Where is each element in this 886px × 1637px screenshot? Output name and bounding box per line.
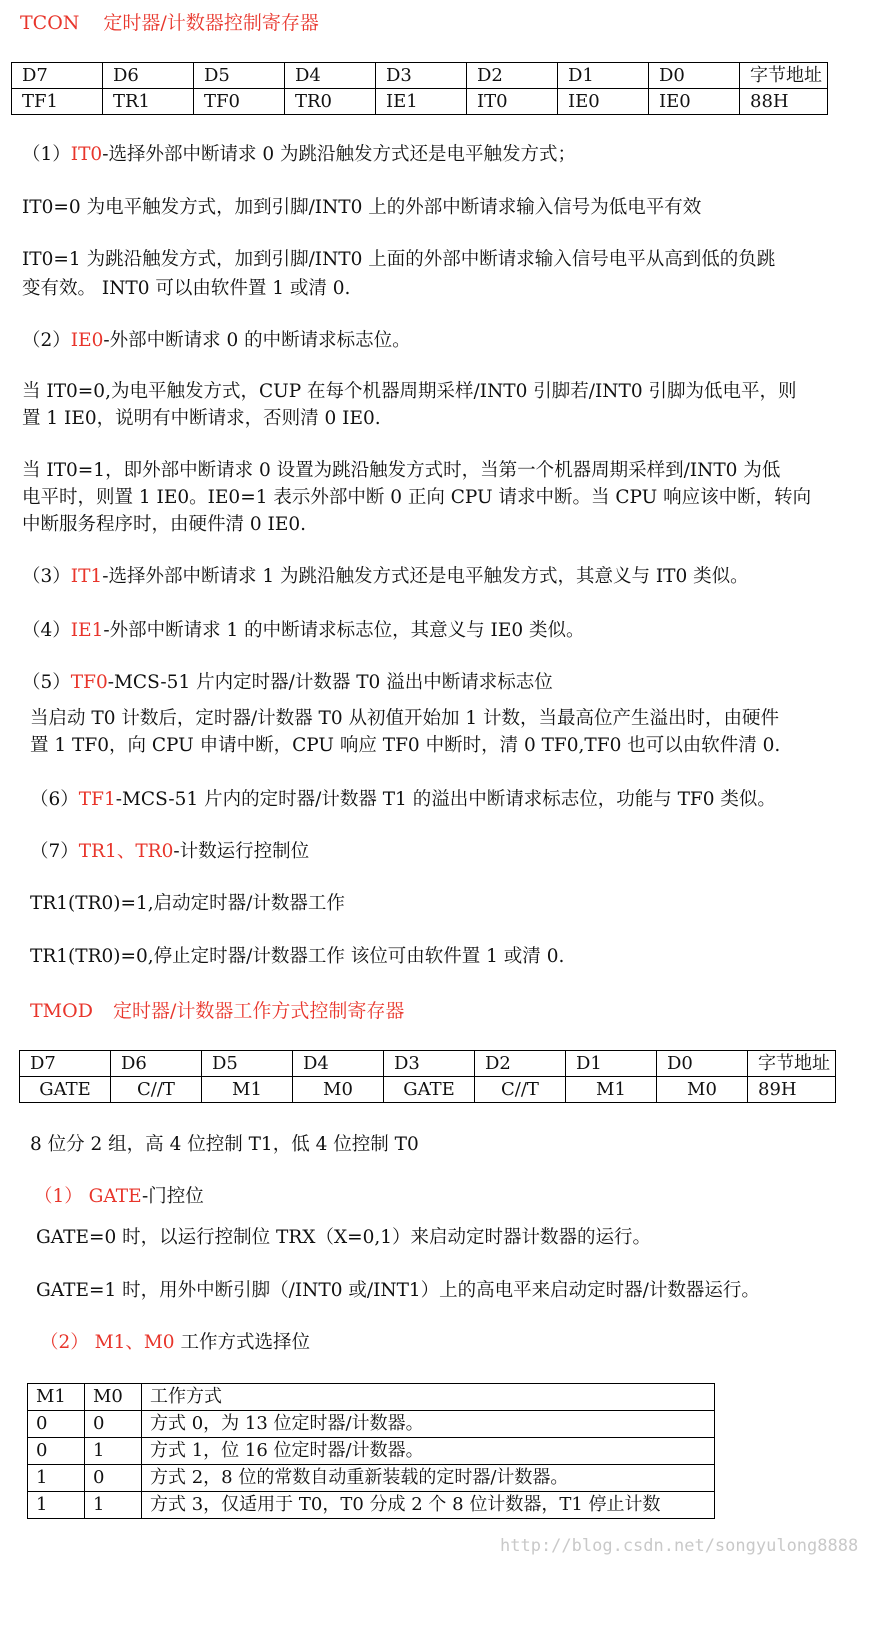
item-tf0 xyxy=(22,669,553,697)
header-cell: D1 xyxy=(566,1051,657,1077)
header-cell: D7 xyxy=(12,63,103,89)
header-cell: M1 xyxy=(28,1384,85,1411)
header-cell: D3 xyxy=(384,1051,475,1077)
header-cell: D4 xyxy=(293,1051,384,1077)
header-cell: D5 xyxy=(202,1051,293,1077)
tcon-title-name: 定时器/计数器控制寄存器 xyxy=(103,12,319,34)
table-row xyxy=(28,1438,715,1465)
item-number: （4） xyxy=(22,620,71,641)
table-row xyxy=(28,1411,715,1438)
bit-cell: M1 xyxy=(202,1077,293,1103)
item-term: IT0 xyxy=(70,144,103,165)
item-mode-bits xyxy=(40,1329,310,1357)
table-header-row xyxy=(12,63,828,89)
table-row xyxy=(12,89,828,115)
bit-cell: M0 xyxy=(657,1077,748,1103)
header-cell: D0 xyxy=(649,63,740,89)
paragraph-gate1: GATE=1 时，用外中断引脚（/INT0 或/INT1）上的高电平来启动定时器/计数器运行。 xyxy=(36,1280,760,1301)
bit-cell: 88H xyxy=(740,89,828,115)
item-number: （7） xyxy=(30,841,79,862)
mode-m0-cell: 1 xyxy=(85,1438,142,1465)
item-number: （2） xyxy=(40,1332,95,1353)
paragraph-tr-start: TR1(TR0)=1,启动定时器/计数器工作 xyxy=(30,893,345,914)
mode-m1-cell: 0 xyxy=(28,1438,85,1465)
paragraph-ie0-level-line2: 置 1 IE0，说明有中断请求，否则清 0 IE0. xyxy=(22,408,381,429)
tcon-title-code: TCON xyxy=(20,12,80,34)
table-row xyxy=(28,1465,715,1492)
item-text: -MCS-51 片内定时器/计数器 T0 溢出中断请求标志位 xyxy=(107,672,553,693)
item-text: -门控位 xyxy=(141,1186,204,1207)
header-cell: D6 xyxy=(103,63,194,89)
tmod-title-name: 定时器/计数器工作方式控制寄存器 xyxy=(112,1000,405,1022)
item-number: （5） xyxy=(22,672,71,693)
header-cell: M0 xyxy=(85,1384,142,1411)
item-ie1 xyxy=(22,617,585,645)
paragraph-tf0-line1: 当启动 T0 计数后，定时器/计数器 T0 从初值开始加 1 计数，当最高位产生溢出时，由硬件 xyxy=(30,708,780,729)
paragraph-ie0-edge-line1: 当 IT0=1，即外部中断请求 0 设置为跳沿触发方式时，当第一个机器周期采样到/INT0 为低 xyxy=(22,460,781,481)
header-cell: D2 xyxy=(467,63,558,89)
bit-cell: C//T xyxy=(111,1077,202,1103)
paragraph-gate0: GATE=0 时，以运行控制位 TRX（X=0,1）来启动定时器计数器的运行。 xyxy=(36,1227,652,1248)
header-cell: D3 xyxy=(376,63,467,89)
paragraph-it0-edge-line1: IT0=1 为跳沿触发方式，加到引脚/INT0 上面的外部中断请求输入信号电平从高到低的负跳 xyxy=(22,249,776,270)
header-cell: D1 xyxy=(558,63,649,89)
item-text: -选择外部中断请求 0 为跳沿触发方式还是电平触发方式； xyxy=(102,144,576,165)
paragraph-tmod-groups: 8 位分 2 组，高 4 位控制 T1，低 4 位控制 T0 xyxy=(30,1134,419,1155)
paragraph-ie0-edge-line2: 电平时，则置 1 IE0。IE0=1 表示外部中断 0 正向 CPU 请求中断。当 CPU 响应该中断，转向 xyxy=(22,487,812,508)
header-cell: D2 xyxy=(475,1051,566,1077)
tmod-title xyxy=(30,996,404,1023)
item-term: IT1 xyxy=(70,566,103,587)
watermark: http://blog.csdn.net/songyulong8888 xyxy=(500,1536,859,1556)
header-cell: 工作方式 xyxy=(142,1384,715,1411)
mode-m0-cell: 0 xyxy=(85,1465,142,1492)
header-cell: D5 xyxy=(194,63,285,89)
item-text: -MCS-51 片内的定时器/计数器 T1 的溢出中断请求标志位，功能与 TF0 类似。 xyxy=(115,789,776,810)
item-number: （2） xyxy=(22,330,71,351)
bit-cell: TR0 xyxy=(285,89,376,115)
item-term: TF0 xyxy=(70,672,108,693)
header-cell: D4 xyxy=(285,63,376,89)
item-text: -外部中断请求 0 的中断请求标志位。 xyxy=(103,330,411,351)
mode-desc-cell: 方式 3，仅适用于 T0，T0 分成 2 个 8 位计数器，T1 停止计数 xyxy=(142,1492,715,1519)
tmod-title-code: TMOD xyxy=(30,1000,93,1022)
header-cell: D7 xyxy=(20,1051,111,1077)
item-text: 工作方式选择位 xyxy=(174,1332,310,1353)
bit-cell: GATE xyxy=(20,1077,111,1103)
item-it0 xyxy=(22,141,576,169)
item-tf1 xyxy=(30,786,776,814)
item-number: （3） xyxy=(22,566,71,587)
mode-desc-cell: 方式 1，位 16 位定时器/计数器。 xyxy=(142,1438,715,1465)
item-term: GATE xyxy=(88,1186,142,1207)
item-term: TF1 xyxy=(78,789,116,810)
item-number: （1） xyxy=(34,1186,89,1207)
item-text: -选择外部中断请求 1 为跳沿触发方式还是电平触发方式，其意义与 IT0 类似。 xyxy=(102,566,749,587)
mode-desc-cell: 方式 2，8 位的常数自动重新装载的定时器/计数器。 xyxy=(142,1465,715,1492)
mode-m0-cell: 0 xyxy=(85,1411,142,1438)
item-text: -外部中断请求 1 的中断请求标志位，其意义与 IE0 类似。 xyxy=(103,620,585,641)
table-header-row xyxy=(20,1051,836,1077)
paragraph-it0-level: IT0=0 为电平触发方式，加到引脚/INT0 上的外部中断请求输入信号为低电平有效 xyxy=(22,197,702,218)
item-term: TR1、TR0 xyxy=(78,841,174,862)
header-cell: 字节地址 xyxy=(748,1051,836,1077)
bit-cell: TF0 xyxy=(194,89,285,115)
tmod-register-table xyxy=(19,1050,836,1103)
bit-cell: IE0 xyxy=(649,89,740,115)
item-number: （1） xyxy=(22,144,71,165)
table-row xyxy=(20,1077,836,1103)
work-mode-table xyxy=(27,1383,715,1519)
tcon-title xyxy=(20,8,319,35)
item-tr xyxy=(30,838,309,866)
bit-cell: IE1 xyxy=(376,89,467,115)
mode-desc-cell: 方式 0，为 13 位定时器/计数器。 xyxy=(142,1411,715,1438)
bit-cell: TR1 xyxy=(103,89,194,115)
header-cell: 字节地址 xyxy=(740,63,828,89)
paragraph-tf0-line2: 置 1 TF0，向 CPU 申请中断，CPU 响应 TF0 中断时，清 0 TF0,TF0 也可以由软件清 0. xyxy=(30,735,781,756)
tcon-register-table xyxy=(11,62,828,115)
item-number: （6） xyxy=(30,789,79,810)
item-term: IE1 xyxy=(70,620,104,641)
paragraph-ie0-level-line1: 当 IT0=0,为电平触发方式，CUP 在每个机器周期采样/INT0 引脚若/INT0 引脚为低电平，则 xyxy=(22,381,797,402)
item-ie0 xyxy=(22,327,411,355)
paragraph-it0-edge-line2: 变有效。 INT0 可以由软件置 1 或清 0. xyxy=(22,278,351,299)
item-term: M1、M0 xyxy=(94,1332,175,1353)
bit-cell: M1 xyxy=(566,1077,657,1103)
mode-m1-cell: 1 xyxy=(28,1465,85,1492)
paragraph-ie0-edge-line3: 中断服务程序时，由硬件清 0 IE0. xyxy=(22,514,306,535)
bit-cell: 89H xyxy=(748,1077,836,1103)
item-it1 xyxy=(22,563,749,591)
mode-m1-cell: 1 xyxy=(28,1492,85,1519)
header-cell: D6 xyxy=(111,1051,202,1077)
bit-cell: IE0 xyxy=(558,89,649,115)
item-gate xyxy=(34,1183,204,1211)
bit-cell: GATE xyxy=(384,1077,475,1103)
bit-cell: TF1 xyxy=(12,89,103,115)
paragraph-tr-stop: TR1(TR0)=0,停止定时器/计数器工作 该位可由软件置 1 或清 0. xyxy=(30,946,565,967)
mode-m0-cell: 1 xyxy=(85,1492,142,1519)
table-header-row xyxy=(28,1384,715,1411)
bit-cell: IT0 xyxy=(467,89,558,115)
bit-cell: C//T xyxy=(475,1077,566,1103)
mode-m1-cell: 0 xyxy=(28,1411,85,1438)
bit-cell: M0 xyxy=(293,1077,384,1103)
item-term: IE0 xyxy=(70,330,104,351)
table-row xyxy=(28,1492,715,1519)
item-text: -计数运行控制位 xyxy=(173,841,310,862)
header-cell: D0 xyxy=(657,1051,748,1077)
